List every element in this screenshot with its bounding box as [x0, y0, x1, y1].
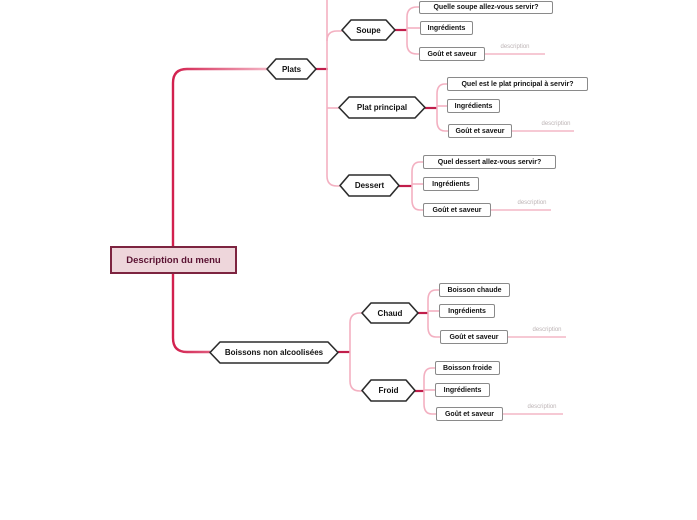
link-plats-to-soupe: [327, 31, 343, 41]
leaf-dessert-gout: Goût et saveur: [423, 203, 491, 217]
link-root-to-plats: [173, 69, 267, 246]
description-label-chaud: description: [532, 327, 562, 333]
description-label-plat-principal: description: [541, 121, 571, 127]
node-plats: Plats: [281, 64, 302, 74]
leaf-dessert-ingredients: Ingrédients: [423, 177, 479, 191]
leaf-plat-principal-question: Quel est le plat principal à servir?: [447, 77, 588, 91]
leaf-soupe-ingredients: Ingrédients: [420, 21, 473, 35]
leaf-dessert-question: Quel dessert allez-vous servir?: [423, 155, 556, 169]
link-trunk-plats-children: [327, 0, 340, 186]
leaf-chaud-gout: Goût et saveur: [440, 330, 508, 344]
leaf-soupe-question: Quelle soupe allez-vous servir?: [419, 1, 553, 14]
node-boissons-non-alcoolisees: Boissons non alcoolisées: [224, 348, 324, 357]
leaf-froid-boisson: Boisson froide: [435, 361, 500, 375]
node-dessert: Dessert: [354, 181, 385, 190]
link-root-to-boissons: [173, 274, 210, 352]
leaf-chaud-boisson: Boisson chaude: [439, 283, 510, 297]
leaf-chaud-ingredients: Ingrédients: [439, 304, 495, 318]
node-soupe: Soupe: [356, 25, 381, 35]
node-plat-principal: Plat principal: [356, 103, 408, 112]
leaf-plat-principal-gout: Goût et saveur: [448, 124, 512, 138]
node-chaud: Chaud: [377, 308, 403, 318]
leaf-plat-principal-ingredients: Ingrédients: [447, 99, 500, 113]
leaf-froid-gout: Goût et saveur: [436, 407, 503, 421]
description-label-dessert: description: [517, 200, 547, 206]
description-label-froid: description: [527, 404, 557, 410]
link-trunk-dessert-leaves: [412, 162, 423, 210]
root-node: [110, 246, 237, 274]
node-froid: Froid: [378, 386, 399, 395]
leaf-froid-ingredients: Ingrédients: [435, 383, 490, 397]
link-trunk-soupe-leaves: [407, 7, 419, 54]
description-label-soupe: description: [500, 44, 530, 50]
leaf-soupe-gout: Goût et saveur: [419, 47, 485, 61]
root-node-label: Description du menu: [126, 254, 221, 266]
